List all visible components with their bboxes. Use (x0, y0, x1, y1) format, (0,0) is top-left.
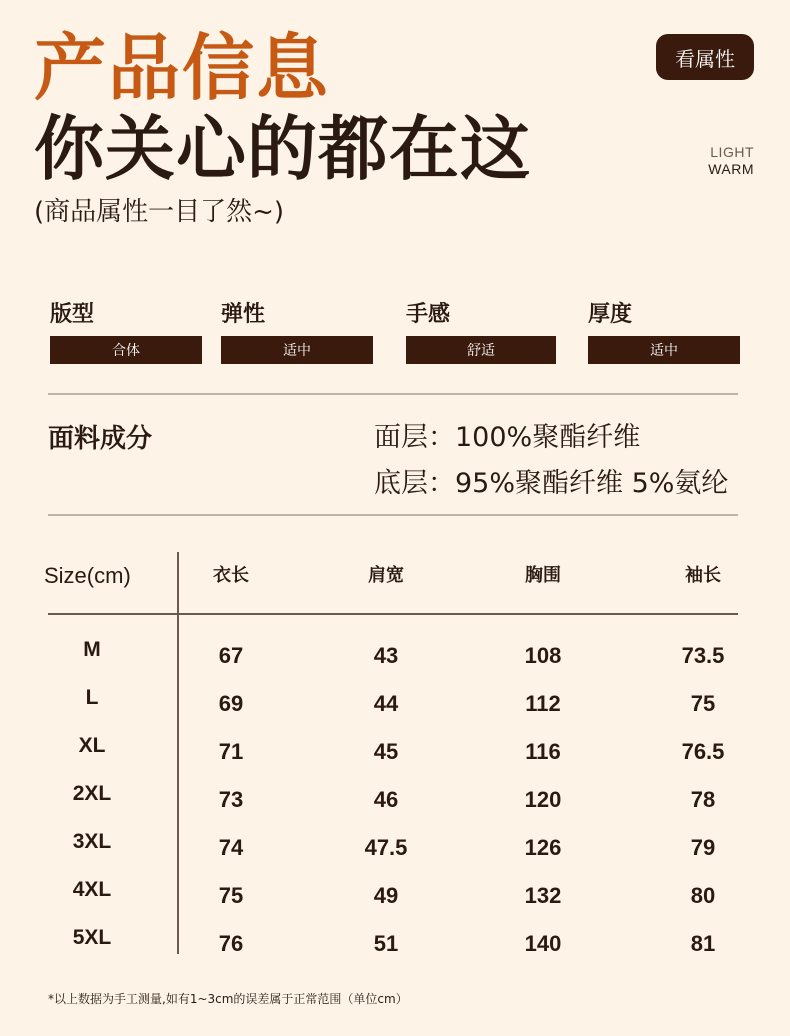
table-row-size: L (85, 686, 99, 709)
table-header-length: 衣长 (213, 565, 249, 586)
material-outer: 面层：100%聚酯纤维 (374, 422, 641, 453)
tagline (708, 144, 754, 178)
table-row-size: 4XL (72, 878, 112, 901)
table-cell: 73 (218, 787, 244, 812)
attribute-label: 手感 (406, 302, 451, 327)
attribute-label: 版型 (50, 302, 95, 327)
table-cell: 81 (690, 931, 716, 956)
table-cell: 49 (373, 883, 399, 908)
table-cell: 74 (218, 835, 244, 860)
table-cell: 79 (690, 835, 716, 860)
table-cell: 45 (373, 739, 399, 764)
table-cell: 140 (524, 931, 562, 956)
table-cell: 112 (525, 691, 561, 716)
table-cell: 73.5 (681, 643, 725, 668)
table-cell: 80 (690, 883, 716, 908)
attribute-label: 弹性 (221, 302, 266, 327)
table-row-size: M (83, 638, 101, 661)
table-cell: 67 (218, 643, 244, 668)
table-cell: 76 (218, 931, 244, 956)
table-cell: 78 (690, 787, 716, 812)
table-cell: 69 (218, 691, 244, 716)
title-primary: 产品信息 (34, 26, 331, 110)
table-cell: 76.5 (681, 739, 725, 764)
table-cell: 126 (524, 835, 562, 860)
table-cell: 46 (373, 787, 399, 812)
table-cell: 47.5 (364, 835, 408, 860)
attribute-value: 适中 (588, 336, 740, 364)
table-row-size: 3XL (72, 830, 112, 853)
table-cell: 116 (525, 739, 561, 764)
attribute-value: 适中 (221, 336, 373, 364)
table-cell: 51 (373, 931, 399, 956)
table-cell: 71 (218, 739, 244, 764)
table-cell: 44 (373, 691, 399, 716)
table-cell: 120 (524, 787, 562, 812)
table-row-size: 2XL (72, 782, 112, 805)
table-header-size: Size(cm) (44, 563, 131, 588)
table-header-rule (48, 613, 738, 615)
divider (48, 393, 738, 395)
attribute-elasticity (221, 300, 373, 364)
tagline-light: LIGHT (710, 144, 754, 160)
table-cell: 132 (524, 883, 562, 908)
table-cell: 43 (373, 643, 399, 668)
attribute-value: 舒适 (406, 336, 556, 364)
view-attributes-badge: 看属性 (656, 34, 754, 80)
table-header-shoulder: 肩宽 (368, 565, 404, 586)
title-secondary: 你关心的都在这 (34, 108, 531, 190)
material-lining: 底层：95%聚酯纤维 5%氨纶 (374, 468, 729, 499)
table-cell: 75 (218, 883, 244, 908)
attribute-thickness (588, 300, 740, 364)
table-row-size: XL (78, 734, 106, 757)
footnote: *以上数据为手工测量,如有1~3cm的误差属于正常范围（单位cm） (48, 992, 408, 1006)
material-label: 面料成分 (48, 424, 153, 454)
attribute-feel (406, 300, 556, 364)
tagline-warm: WARM (708, 161, 754, 177)
subtitle: (商品属性一目了然~) (34, 197, 285, 227)
attribute-fit (50, 300, 202, 364)
table-header-sleeve: 袖长 (685, 565, 721, 586)
table-row-size: 5XL (72, 926, 112, 949)
table-header-chest: 胸围 (525, 565, 561, 586)
divider (48, 514, 738, 516)
table-cell: 108 (524, 643, 562, 668)
attribute-value: 合体 (50, 336, 202, 364)
attribute-label: 厚度 (588, 302, 633, 327)
table-cell: 75 (690, 691, 716, 716)
